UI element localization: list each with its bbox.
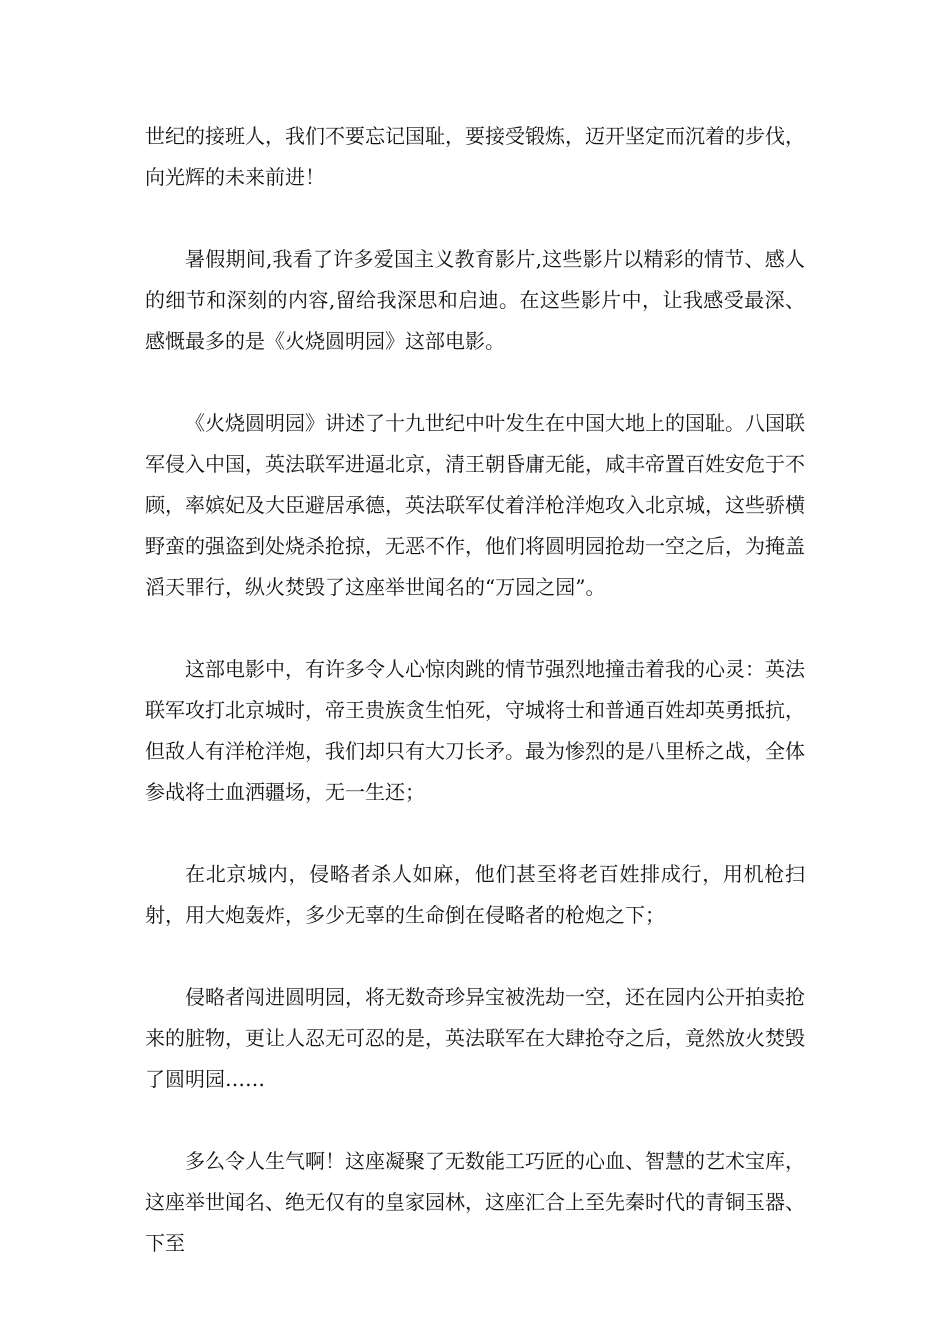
paragraph-6: 侵略者闯进圆明园，将无数奇珍异宝被洗劫一空，还在园内公开拍卖抢来的脏物，更让人忍无可忍的是，英法联军在大肆抢夺之后，竟然放火焚毁了圆明园……	[145, 985, 805, 1091]
paragraph-1: 世纪的接班人，我们不要忘记国耻，要接受锻炼，迈开坚定而沉着的步伐，向光辉的未来前进！	[145, 124, 805, 189]
paragraph-4: 这部电影中，有许多令人心惊肉跳的情节强烈地撞击着我的心灵：英法联军攻打北京城时，帝王贵族贪生怕死，守城将士和普通百姓却英勇抵抗，但敌人有洋枪洋炮，我们却只有大刀长矛。最为惨烈的是八里桥之战，全体参战将士血洒疆场，无一生还；	[145, 657, 805, 804]
document-body	[145, 116, 805, 1305]
paragraph-2: 暑假期间,我看了许多爱国主义教育影片,这些影片以精彩的情节、感人的细节和深刻的内容,留给我深思和启迪。在这些影片中，让我感受最深、感慨最多的是《火烧圆明园》这部电影。	[145, 247, 805, 353]
paragraph-5: 在北京城内，侵略者杀人如麻，他们甚至将老百姓排成行，用机枪扫射，用大炮轰炸，多少无辜的生命倒在侵略者的枪炮之下；	[145, 862, 805, 927]
paragraph-3: 《火烧圆明园》讲述了十九世纪中叶发生在中国大地上的国耻。八国联军侵入中国，英法联军进逼北京，清王朝昏庸无能，咸丰帝置百姓安危于不顾，率嫔妃及大臣避居承德，英法联军仗着洋枪洋炮攻入北京城，这些骄横野蛮的强盗到处烧杀抢掠，无恶不作，他们将圆明园抢劫一空之后，为掩盖滔天罪行，纵火焚毁了这座举世闻名的“万园之园”。	[145, 411, 805, 599]
paragraph-7: 多么令人生气啊！这座凝聚了无数能工巧匠的心血、智慧的艺术宝库，这座举世闻名、绝无仅有的皇家园林，这座汇合上至先秦时代的青铜玉器、下至	[145, 1149, 805, 1255]
